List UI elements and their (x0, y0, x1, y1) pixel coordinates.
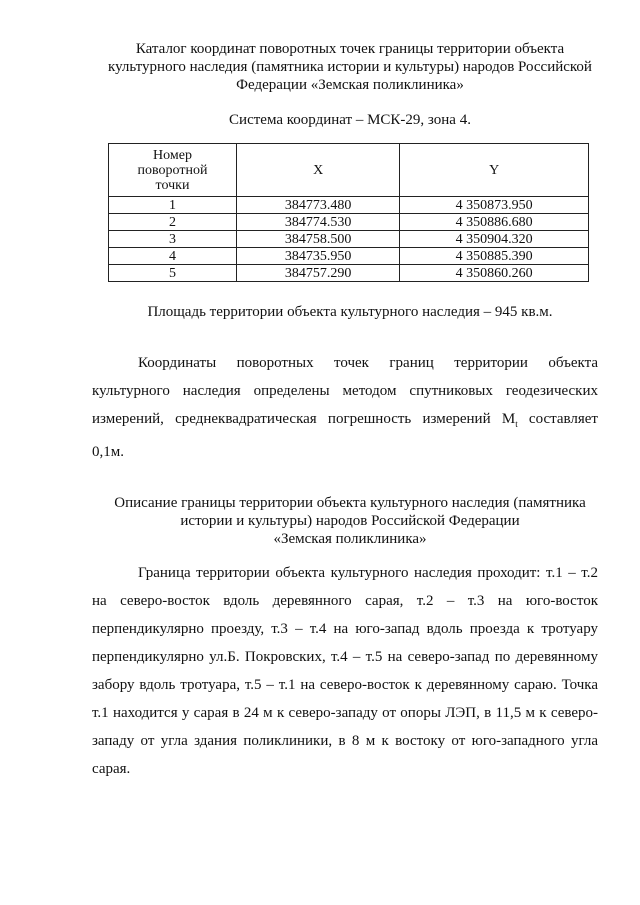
description-title-line: «Земская поликлиника» (273, 531, 427, 547)
y-cell: 4 350886.680 (400, 214, 589, 231)
x-cell: 384773.480 (237, 197, 400, 214)
paragraph-line: западу от угла здания поликлиники, в 8 м к востоку от юго-западного угла (92, 733, 598, 749)
catalog-title-line: культурного наследия (памятника истории и культуры) народов Российской (108, 59, 592, 75)
description-title (80, 494, 620, 548)
point-number-cell: 2 (109, 214, 237, 231)
paragraph-line: 0,1м. (92, 444, 124, 460)
point-number-cell: 3 (109, 231, 237, 248)
y-cell: 4 350904.320 (400, 231, 589, 248)
point-number-cell: 4 (109, 248, 237, 265)
x-header: X (237, 144, 400, 197)
catalog-title-line: Федерации «Земская поликлиника» (236, 77, 464, 93)
paragraph-line: на северо-восток вдоль деревянного сарая, т.2 – т.3 на юго-восток (92, 593, 598, 609)
y-cell: 4 350860.260 (400, 265, 589, 282)
paragraph-line-text: измерений, среднеквадратическая погрешность измерений M (92, 411, 516, 427)
point-number-header (109, 144, 237, 197)
x-cell: 384735.950 (237, 248, 400, 265)
y-cell: 4 350873.950 (400, 197, 589, 214)
table-row (109, 231, 589, 248)
paragraph-line: Граница территории объекта культурного наследия проходит: т.1 – т.2 (138, 565, 598, 581)
catalog-title-line: Каталог координат поворотных точек границы территории объекта (135, 41, 565, 57)
x-cell: 384757.290 (237, 265, 400, 282)
x-cell: 384758.500 (237, 231, 400, 248)
table-row (109, 248, 589, 265)
subscript-t: t (515, 419, 518, 429)
paragraph-line: сарая. (92, 761, 131, 777)
paragraph-line: забору вдоль тротуара, т.5 – т.1 на северо-восток к деревянному сараю. Точка (92, 677, 598, 693)
description-title-line: истории и культуры) народов Российской Федерации (180, 513, 520, 529)
paragraph-line (92, 405, 598, 438)
paragraph-line: перпендикулярно ул.Б. Покровских, т.4 – т.5 на северо-запад по деревянному (92, 649, 598, 665)
x-cell: 384774.530 (237, 214, 400, 231)
table-row (109, 214, 589, 231)
paragraph-line-text: составляет (517, 411, 598, 427)
table-row (109, 197, 589, 214)
area-statement: Площадь территории объекта культурного наследия – 945 кв.м. (147, 304, 553, 320)
coordinates-table (108, 143, 589, 282)
catalog-title (80, 40, 620, 94)
accuracy-paragraph (92, 349, 598, 466)
header-line: Номер (153, 147, 192, 163)
table-header-row (109, 144, 589, 197)
y-cell: 4 350885.390 (400, 248, 589, 265)
y-header: Y (400, 144, 589, 197)
table-row (109, 265, 589, 282)
paragraph-line: культурного наследия определены методом спутниковых геодезических (92, 383, 598, 399)
point-number-cell: 1 (109, 197, 237, 214)
paragraph-line: перпендикулярно проезду, т.3 – т.4 на юго-запад вдоль проезда к тротуару (92, 621, 598, 637)
boundary-paragraph (92, 559, 598, 783)
header-line: точки (155, 177, 190, 193)
coordinate-system-label: Система координат – МСК-29, зона 4. (229, 112, 471, 128)
paragraph-line: т.1 находится у сарая в 24 м к северо-западу от опоры ЛЭП, в 11,5 м к северо- (92, 705, 598, 721)
point-number-cell: 5 (109, 265, 237, 282)
paragraph-line: Координаты поворотных точек границ территории объекта (138, 355, 598, 371)
description-title-line: Описание границы территории объекта культурного наследия (памятника (114, 495, 586, 511)
header-line: поворотной (137, 162, 208, 178)
